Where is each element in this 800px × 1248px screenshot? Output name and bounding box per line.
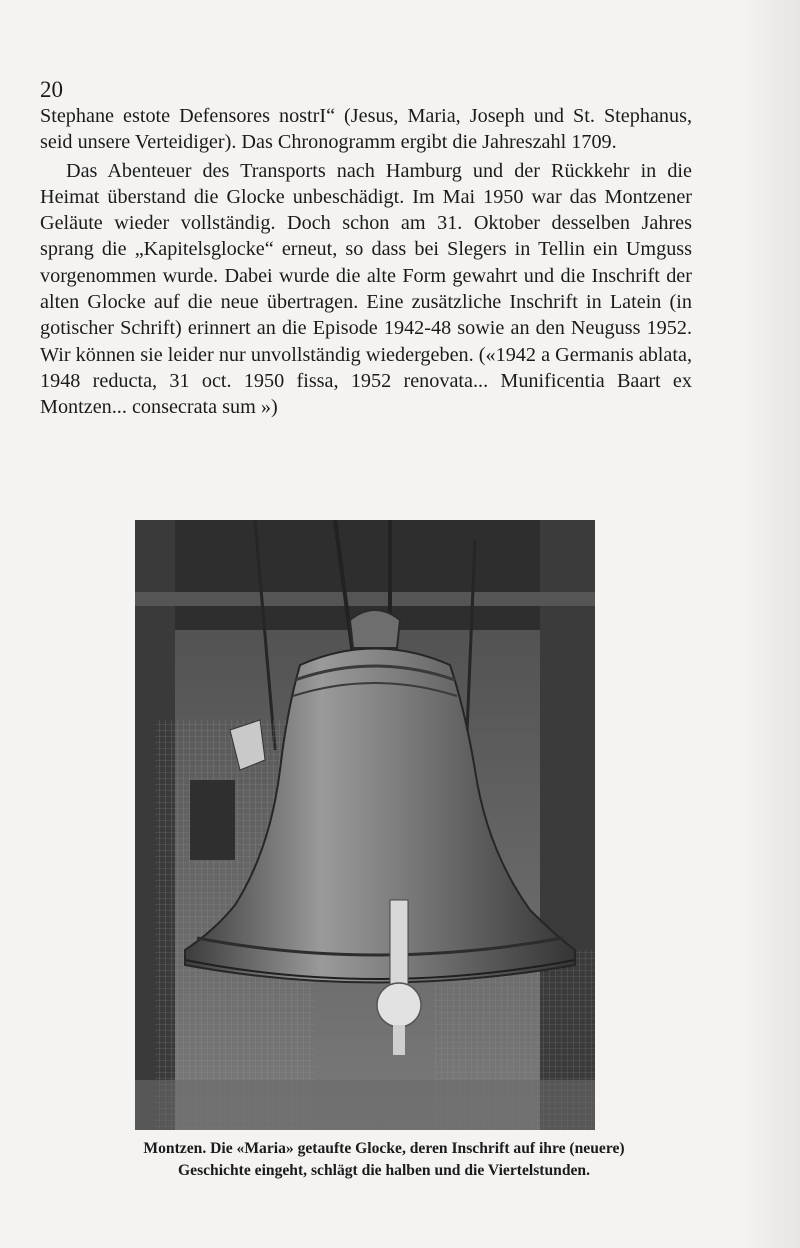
figure-caption: [40, 1138, 728, 1182]
page-number: 20: [40, 77, 63, 102]
body-text: [40, 103, 692, 421]
bell-photograph-icon: [135, 520, 595, 1130]
paragraph-2: Das Abenteuer des Transports nach Hamburg und der Rückkehr in die Heimat überstand die Glocke unbeschädigt. Im Mai 1950 war das Montzener Geläute wieder vollständig. Doch schon am 31. Oktober desselben Jahres sprang die „Kapitelsglocke“ erneut, so dass bei Slegers in Tellin ein Umguss vorgenommen wurde. Dabei wurde die alte Form gewahrt und die Inschrift der alten Glocke auf die neue übertragen. Eine zusätzliche Inschrift in Latein (in gotischer Schrift) erinnert an die Episode 1942-48 sowie an den Neuguss 1952. Wir können sie leider nur unvollständig wiedergeben. («1942 a Germanis ablata, 1948 reducta, 31 oct. 1950 fissa, 1952 renovata... Munificentia Baart ex Montzen... consecrata sum »): [40, 159, 692, 419]
paragraph-1: Stephane estote Defensores nostrI“ (Jesus, Maria, Joseph und St. Stephanus, seid unsere Verteidiger). Das Chronogramm ergibt die Jahreszahl 1709.: [40, 105, 692, 154]
caption-line-1: Montzen. Die «Maria» getaufte Glocke, deren Inschrift auf ihre (neuere): [143, 1140, 625, 1157]
bell-photo: [135, 520, 595, 1130]
page-edge-shadow: [740, 0, 800, 1248]
caption-line-2: Geschichte eingeht, schlägt die halben und die Viertelstunden.: [178, 1162, 590, 1179]
